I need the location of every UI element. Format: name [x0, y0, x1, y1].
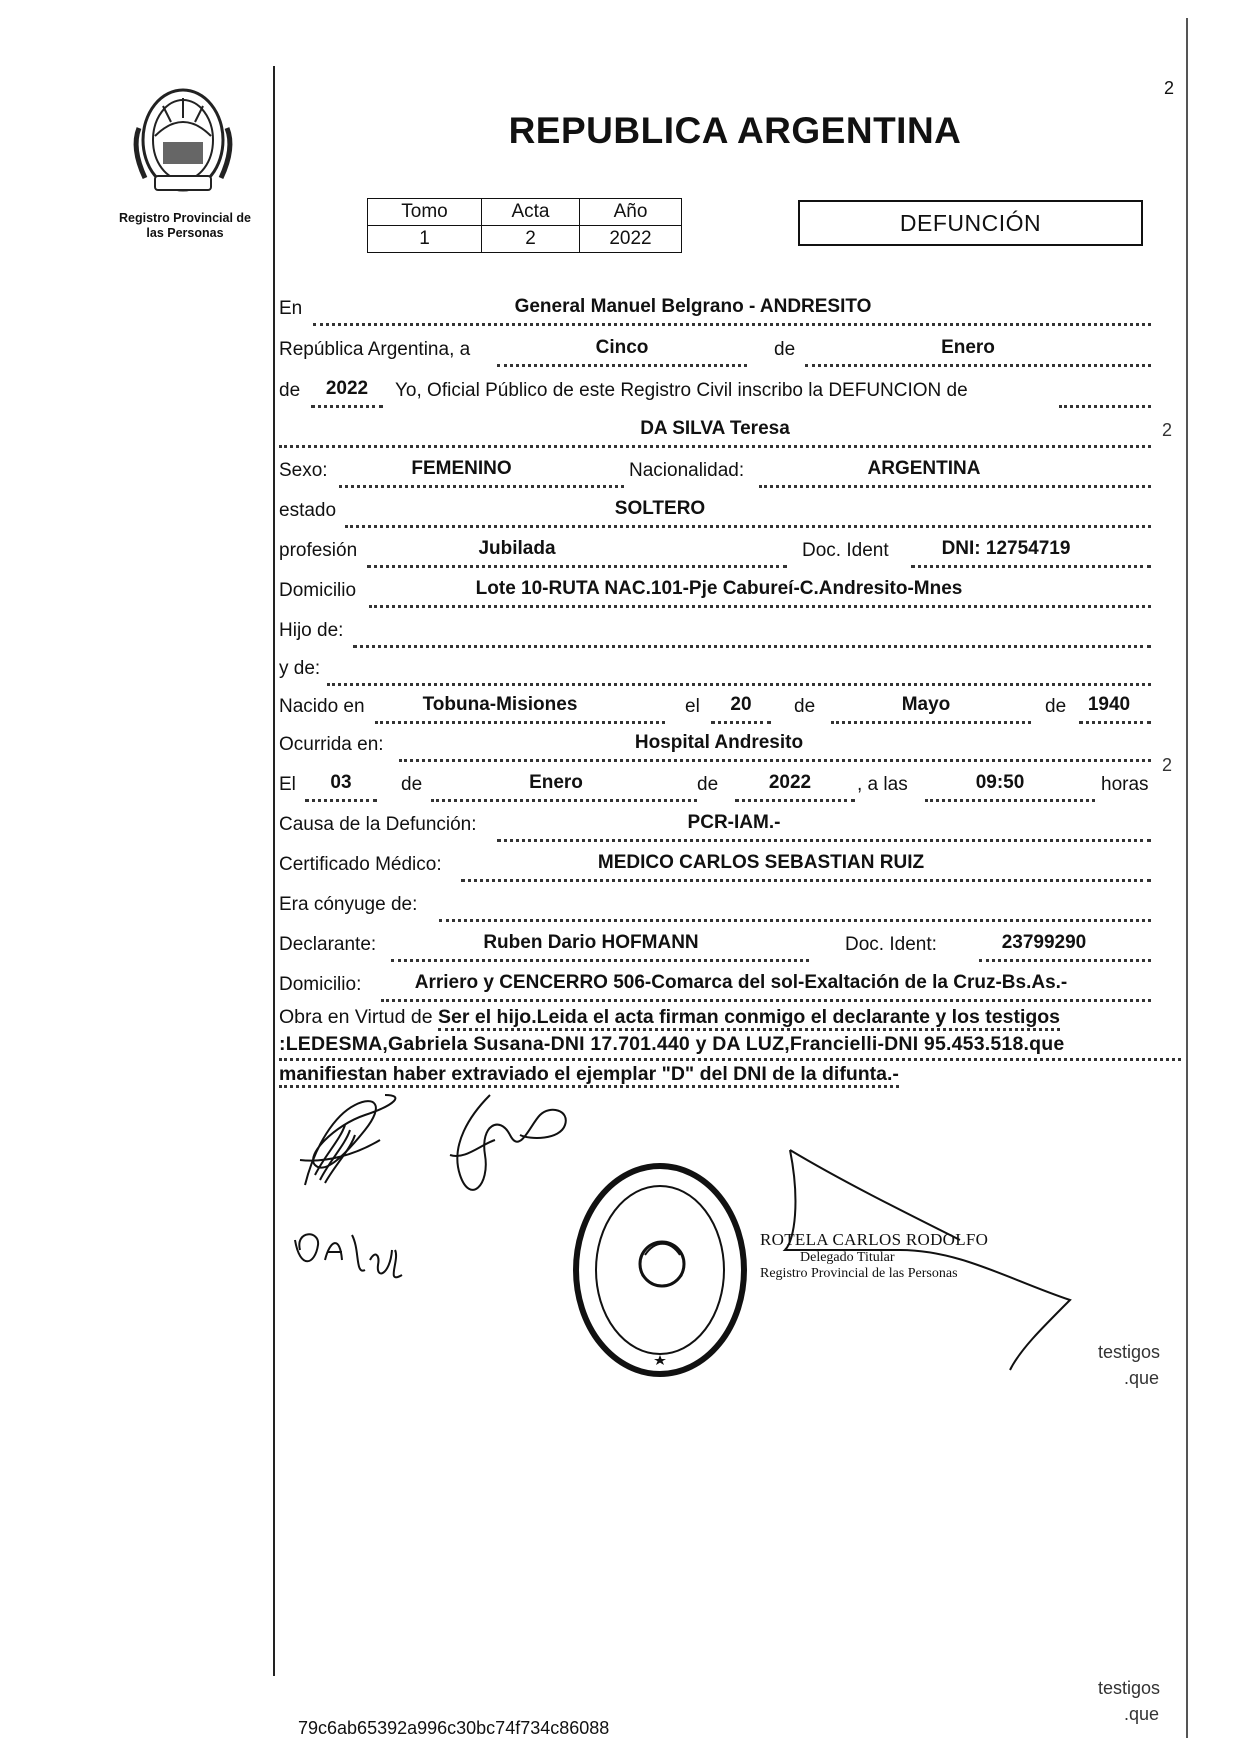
label-causa: Causa de la Defunción:: [279, 814, 477, 835]
dotted-line: [391, 959, 809, 962]
label-de: de: [401, 774, 423, 795]
label-certificado: Certificado Médico:: [279, 854, 442, 875]
record-table: [367, 198, 682, 253]
label-y-de: y de:: [279, 658, 321, 679]
dotted-line: [327, 683, 1151, 686]
dotted-line: [367, 565, 787, 568]
dotted-line: [431, 799, 697, 802]
dotted-line: [759, 485, 1151, 488]
dotted-line: [381, 999, 1151, 1002]
row-estado: [279, 498, 1159, 532]
tomo-value: 1: [368, 226, 482, 253]
label-en: En: [279, 298, 303, 319]
misiones-coat-of-arms-logo: [125, 78, 241, 200]
dotted-line: [313, 323, 1151, 326]
label-yo: Yo, Oficial Público de este Registro Civil inscribo la DEFUNCION de: [395, 380, 968, 401]
row-certificado: [279, 852, 1159, 886]
value-dia: Cinco: [595, 337, 649, 358]
dotted-line: [461, 879, 1151, 882]
label-el-cap: El: [279, 774, 296, 795]
row-profesion: [279, 538, 1159, 572]
officer-role: Delegado Titular: [800, 1250, 895, 1265]
value-estado: SOLTERO: [614, 498, 706, 519]
value-nac-mes: Mayo: [901, 694, 951, 715]
page-title: REPUBLICA ARGENTINA: [508, 110, 962, 151]
value-nacionalidad: ARGENTINA: [867, 458, 981, 479]
document-type-box: DEFUNCIÓN: [798, 200, 1143, 246]
label-de: de: [279, 380, 301, 401]
row-causa: [279, 812, 1159, 846]
row-ocurrida-en: [279, 732, 1159, 766]
dotted-line: [1079, 721, 1151, 724]
value-nac-dia: 20: [730, 694, 752, 715]
value-lugar: General Manuel Belgrano - ANDRESITO: [514, 296, 872, 317]
label-domicilio: Domicilio: [279, 580, 357, 601]
dotted-line: [279, 445, 1151, 448]
dotted-line: [311, 405, 383, 408]
label-de: de: [774, 339, 796, 360]
margin-que: .que: [1124, 1368, 1160, 1388]
anio-header: Año: [580, 199, 682, 226]
label-republica: República Argentina, a: [279, 339, 471, 360]
obra-line-1: Ser el hijo.Leida el acta firman conmigo el declarante y los testigos: [438, 1006, 1060, 1031]
value-declarante: Ruben Dario HOFMANN: [483, 932, 699, 953]
row-declarante-domicilio: [279, 972, 1159, 1006]
value-nac-anio: 1940: [1087, 694, 1131, 715]
label-nacionalidad: Nacionalidad:: [629, 460, 745, 481]
registry-name-line1: Registro Provincial de: [119, 211, 251, 225]
value-nombre: DA SILVA Teresa: [640, 418, 790, 439]
label-doc-ident: Doc. Ident: [802, 540, 889, 561]
label-a-las: , a las: [857, 774, 908, 795]
label-horas: horas: [1101, 774, 1149, 795]
label-estado: estado: [279, 500, 337, 521]
row-hijo-de: [279, 618, 1159, 652]
margin-number: 2: [1162, 755, 1173, 775]
registry-name-line2: las Personas: [146, 226, 224, 240]
value-nacido-en: Tobuna-Misiones: [422, 694, 578, 715]
value-domicilio: Lote 10-RUTA NAC.101-Pje Cabureí-C.Andresito-Mnes: [475, 578, 963, 599]
row-y-de: [279, 656, 1159, 690]
dotted-line: [831, 721, 1031, 724]
dotted-line: [305, 799, 377, 802]
value-mes: Enero: [941, 337, 995, 358]
label-declarante: Declarante:: [279, 934, 377, 955]
row-declarante: [279, 932, 1159, 966]
value-fall-anio: 2022: [768, 772, 812, 793]
label-de: de: [794, 696, 816, 717]
value-declarante-domicilio: Arriero y CENCERRO 506-Comarca del sol-Exaltación de la Cruz-Bs.As.-: [414, 972, 1068, 993]
label-nacido-en: Nacido en: [279, 696, 365, 717]
label-conyuge: Era cónyuge de:: [279, 894, 418, 915]
tomo-header: Tomo: [368, 199, 482, 226]
margin-que: .que: [1124, 1704, 1160, 1724]
dotted-line: [345, 525, 1151, 528]
dotted-line: [711, 721, 771, 724]
anio-value: 2022: [580, 226, 682, 253]
label-de: de: [697, 774, 719, 795]
value-certificado: MEDICO CARLOS SEBASTIAN RUIZ: [597, 852, 925, 873]
row-lugar: [279, 296, 1159, 330]
dotted-line: [497, 364, 747, 367]
row-fecha-acta: [279, 337, 1159, 371]
value-dni: DNI: 12754719: [941, 538, 1071, 559]
label-doc-ident2: Doc. Ident:: [845, 934, 937, 955]
row-fecha-hora: [279, 772, 1159, 806]
dotted-line: [339, 485, 624, 488]
dotted-line: [805, 364, 1151, 367]
dotted-line: [1059, 405, 1151, 408]
dotted-line: [735, 799, 855, 802]
value-profesion: Jubilada: [478, 538, 556, 559]
dotted-line: [353, 645, 1151, 648]
dotted-line: [497, 839, 1151, 842]
dotted-line: [369, 605, 1151, 608]
obra-line-3: manifiestan haber extraviado el ejemplar "D" del DNI de la difunta.-: [279, 1063, 899, 1088]
row-sexo: [279, 458, 1159, 492]
margin-testigos: testigos: [1098, 1342, 1161, 1362]
acta-value: 2: [482, 226, 580, 253]
signature-3: [290, 1220, 420, 1290]
officer-org: Registro Provincial de las Personas: [760, 1266, 958, 1281]
value-sexo: FEMENINO: [411, 458, 512, 479]
left-margin-line: [273, 66, 275, 1676]
margin-number: 2: [1162, 420, 1173, 440]
dotted-line: [925, 799, 1095, 802]
label-el: el: [685, 696, 700, 717]
dotted-line: [911, 565, 1151, 568]
acta-header: Acta: [482, 199, 580, 226]
dotted-line: [399, 759, 1151, 762]
label-de: de: [1045, 696, 1067, 717]
row-domicilio: [279, 578, 1159, 612]
obra-en-virtud-paragraph: [279, 1004, 1181, 1088]
value-causa: PCR-IAM.-: [687, 812, 781, 833]
label-domicilio2: Domicilio:: [279, 974, 362, 995]
label-ocurrida-en: Ocurrida en:: [279, 734, 384, 755]
label-hijo-de: Hijo de:: [279, 620, 344, 641]
page-number: 2: [1164, 78, 1175, 98]
value-ocurrida-en: Hospital Andresito: [634, 732, 804, 753]
margin-testigos: testigos: [1098, 1678, 1161, 1698]
officer-stamp: [760, 1230, 1010, 1282]
row-nombre: [279, 418, 1159, 452]
value-fall-mes: Enero: [529, 772, 583, 793]
label-profesion: profesión: [279, 540, 358, 561]
row-nacido-en: [279, 694, 1159, 728]
officer-name: ROTELA CARLOS RODOLFO: [760, 1230, 989, 1249]
signature-2: [430, 1085, 580, 1215]
value-declarante-doc: 23799290: [1001, 932, 1087, 953]
obra-line-2: :LEDESMA,Gabriela Susana-DNI 17.701.440 y DA LUZ,Francielli-DNI 95.453.518.que: [279, 1031, 1181, 1061]
value-anio: 2022: [325, 378, 369, 399]
official-seal-stamp: [570, 1160, 750, 1380]
label-obra: Obra en Virtud de: [279, 1006, 433, 1028]
registry-name: [100, 211, 270, 241]
row-conyuge: [279, 892, 1159, 926]
dotted-line: [979, 959, 1151, 962]
signature-1: [295, 1085, 435, 1195]
dotted-line: [439, 919, 1151, 922]
value-fall-dia: 03: [330, 772, 352, 793]
right-edge-line: [1186, 18, 1188, 1738]
value-hora: 09:50: [975, 772, 1025, 793]
label-sexo: Sexo:: [279, 460, 328, 481]
dotted-line: [375, 721, 665, 724]
document-hash: 79c6ab65392a996c30bc74f734c86088: [298, 1718, 610, 1738]
row-anio-yo: [279, 378, 1159, 412]
